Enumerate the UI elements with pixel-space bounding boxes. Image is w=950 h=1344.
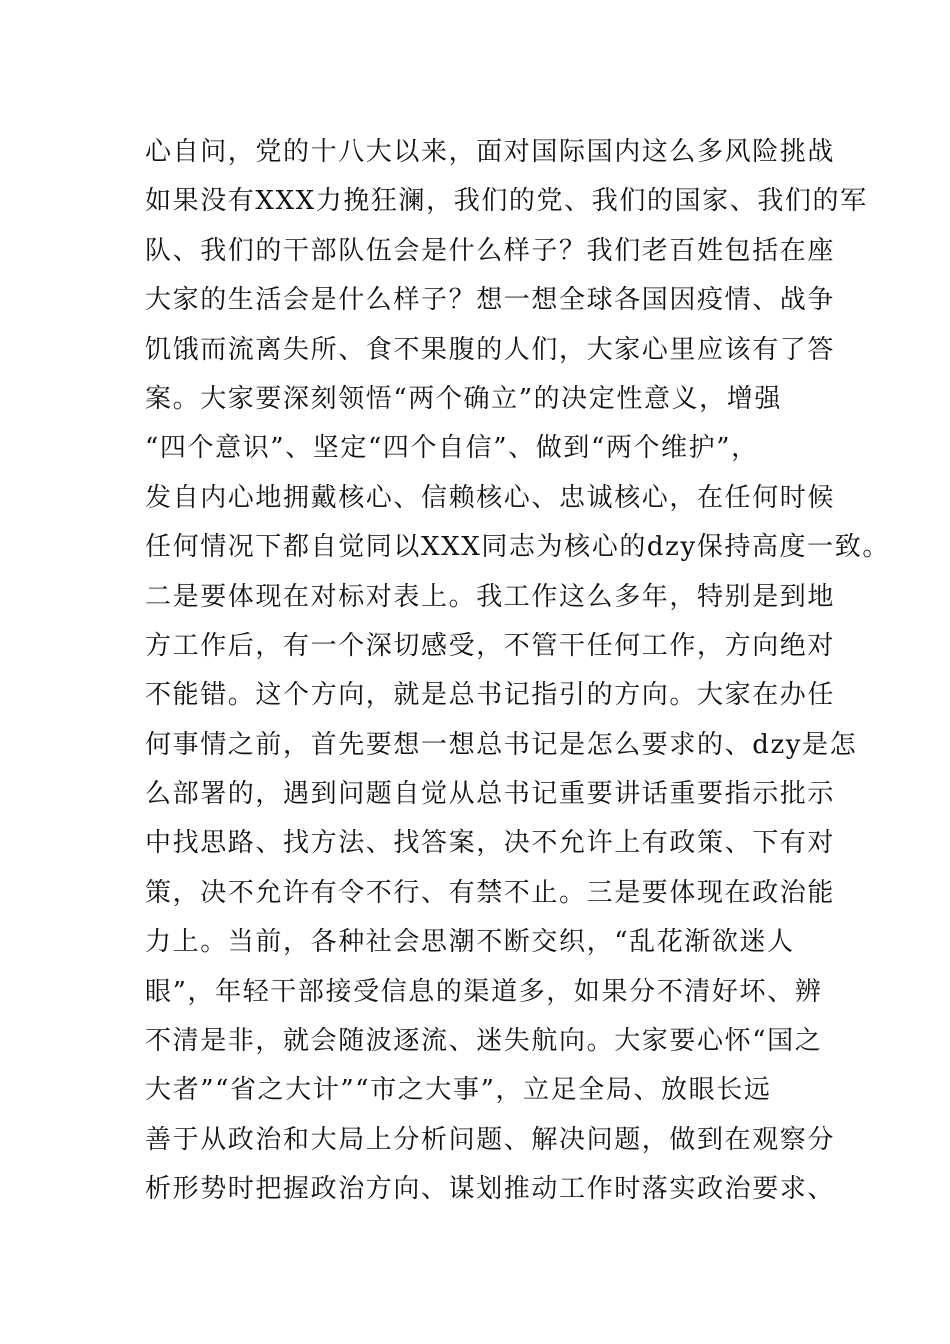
- text-line: “四个意识”、坚定“四个自信”、做到“两个维护”，: [145, 433, 759, 464]
- text-line: 中找思路、找方法、找答案，决不允许上有政策、下有对: [145, 828, 836, 859]
- text-line: 饥饿而流离失所、食不果腹的人们，大家心里应该有了答: [145, 334, 836, 365]
- text-line: 策，决不允许有令不行、有禁不止。三是要体现在政治能: [145, 877, 836, 908]
- text-line: 力上。当前，各种社会思潮不断交织，“乱花渐欲迷人: [145, 927, 795, 958]
- text-line: 方工作后，有一个深切感受，不管干任何工作，方向绝对: [145, 630, 836, 661]
- text-line: 队、我们的干部队伍会是什么样子？我们老百姓包括在座: [145, 235, 836, 266]
- text-line: 不能错。这个方向，就是总书记指引的方向。大家在办任: [145, 680, 836, 711]
- text-line: 大者”“省之大计”“市之大事”，立足全局、放眼长远: [145, 1075, 772, 1106]
- text-line: 案。大家要深刻领悟“两个确立”的决定性意义，增强: [145, 383, 782, 414]
- text-line: 发自内心地拥戴核心、信赖核心、忠诚核心，在任何时候: [145, 482, 836, 513]
- text-line: 大家的生活会是什么样子？想一想全球各国因疫情、战争: [145, 285, 836, 316]
- text-line: 任何情况下都自觉同以XXX同志为核心的dzy保持高度一致。: [145, 532, 890, 563]
- text-line: 不清是非，就会随波逐流、迷失航向。大家要心怀“国之: [145, 1026, 823, 1057]
- text-line: 么部署的，遇到问题自觉从总书记重要讲话重要指示批示: [145, 779, 836, 810]
- text-line: 如果没有XXX力挽狂澜，我们的党、我们的国家、我们的军: [145, 186, 868, 217]
- text-line: 眼”，年轻干部接受信息的渠道多，如果分不清好坏、辨: [145, 976, 823, 1007]
- body-text: [145, 128, 890, 1215]
- text-line: 何事情之前，首先要想一想总书记是怎么要求的、dzy是怎: [145, 729, 858, 760]
- text-line: 善于从政治和大局上分析问题、解决问题，做到在观察分: [145, 1124, 836, 1155]
- text-line: 析形势时把握政治方向、谋划推动工作时落实政治要求、: [145, 1174, 836, 1205]
- text-line: 心自问，党的十八大以来，面对国际国内这么多风险挑战: [145, 137, 836, 167]
- text-line: 二是要体现在对标对表上。我工作这么多年，特别是到地: [145, 581, 836, 612]
